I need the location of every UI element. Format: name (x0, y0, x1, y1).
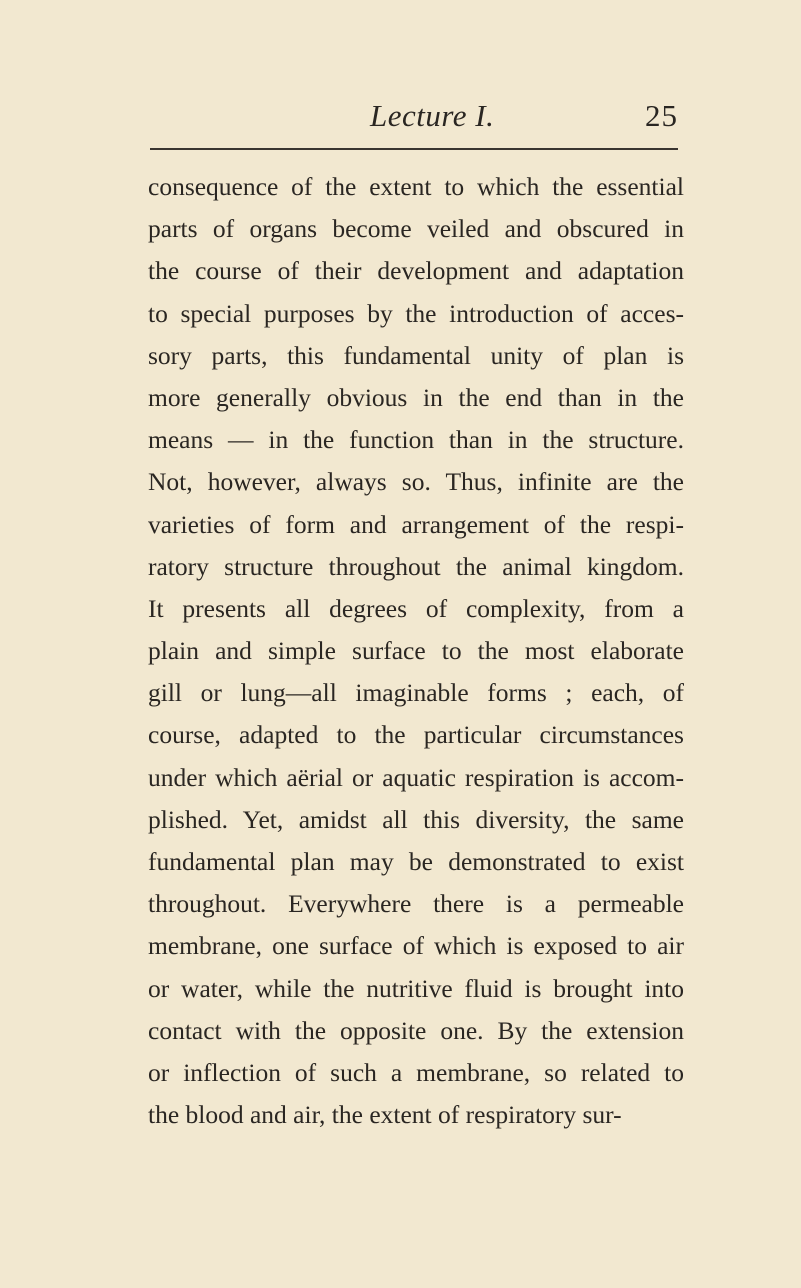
text-line: consequence of the extent to which the essential (148, 172, 684, 201)
text-line: varieties of form and arrangement of the respi- (148, 509, 684, 539)
text-line: gill or lung—all imaginable forms ; each, of (148, 678, 684, 708)
text-line: or water, while the nutritive fluid is brought into (148, 973, 684, 1003)
text-line: membrane, one surface of which is exposed to air (148, 931, 684, 961)
text-line: plain and simple surface to the most elaborate (148, 636, 684, 666)
text-line: fundamental plan may be demonstrated to exist (148, 847, 684, 876)
text-line: under which aërial or aquatic respiration is accom- (148, 762, 684, 792)
running-head (150, 88, 678, 150)
text-line: the blood and air, the extent of respiratory sur- (148, 1100, 622, 1130)
text-line: more generally obvious in the end than in the (148, 382, 684, 412)
text-line: or inflection of such a membrane, so related to (148, 1057, 684, 1087)
text-line: It presents all degrees of complexity, from a (148, 593, 684, 623)
text-line: parts of organs become veiled and obscured in (148, 214, 684, 244)
page-number: 25 (645, 98, 678, 133)
text-line: contact with the opposite one. By the extension (148, 1015, 684, 1045)
text-line: sory parts, this fundamental unity of plan is (148, 340, 684, 370)
text-line: to special purposes by the introduction of acces- (148, 298, 684, 328)
body-paragraph (148, 166, 684, 1136)
text-line: course, adapted to the particular circumstances (148, 720, 684, 750)
text-line: plished. Yet, amidst all this diversity, the same (148, 804, 684, 834)
text-line: the course of their development and adaptation (148, 256, 684, 286)
text-line: Not, however, always so. Thus, infinite are the (148, 467, 684, 497)
text-line: ratory structure throughout the animal kingdom. (148, 551, 684, 581)
text-line: throughout. Everywhere there is a permeable (148, 889, 684, 919)
running-title: Lecture I. (370, 98, 495, 133)
text-line: means — in the function than in the structure. (148, 425, 684, 455)
